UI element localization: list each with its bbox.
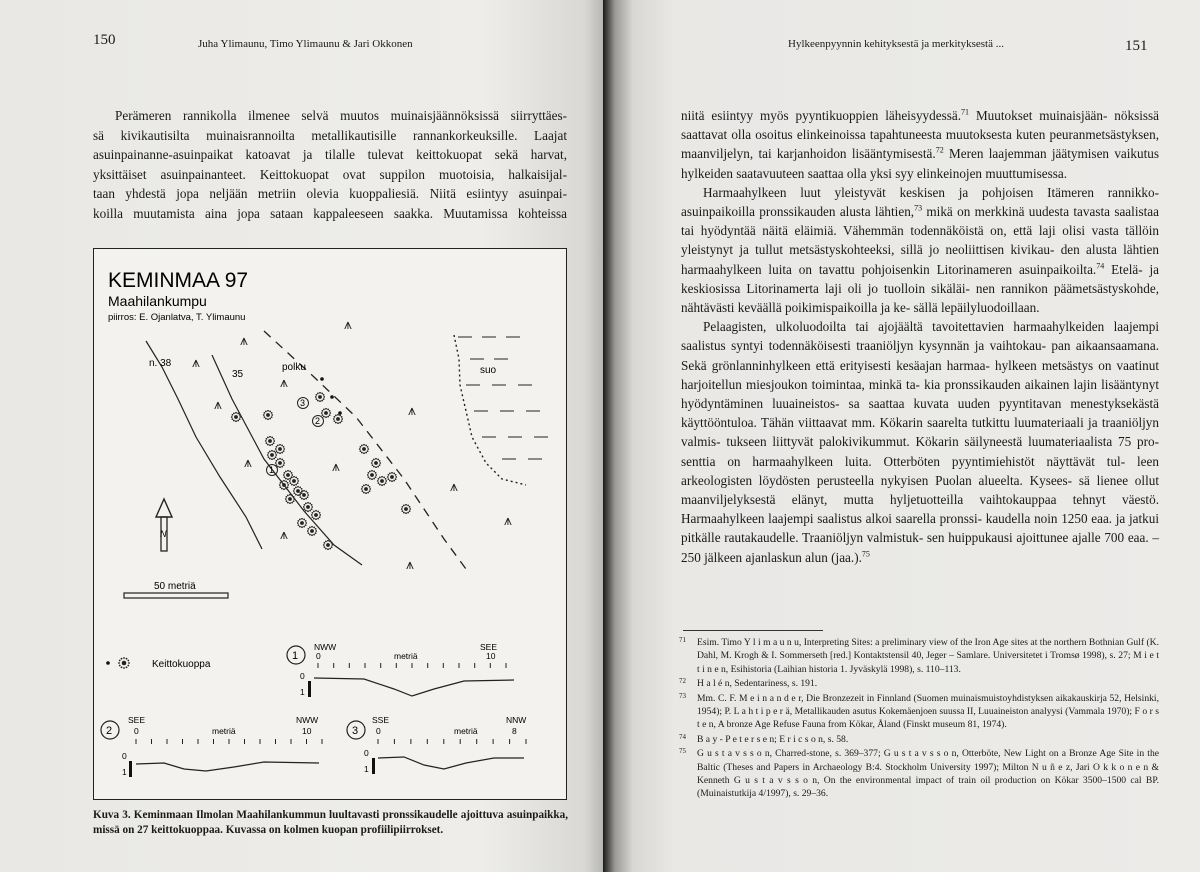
- tree-icon: ⩚: [280, 375, 288, 391]
- profile-3-id: 3: [352, 725, 359, 737]
- footnote-number: 71: [679, 636, 686, 644]
- text-line: Perämeren rannikolla ilmenee selvä muutos muinaisjäännöksissä siirryttäes-: [115, 108, 567, 123]
- para-1-text-c: Meren laajemman jäätymisen vaikutus hylkeiden saatavuuteen saattaa olla yksi syy elinkeinojen muuttumisessa.: [681, 146, 1160, 181]
- footnote-text: Esim. Timo Y l i m a u n u, Interpreting Sites: a preliminary view of the Iron Age sites at the northern Bothnian Gulf (K. Dahl, M. Krogh & I. Sommerseth [red.] Kontaktstensil 40, Jeger – Samlare. Universitetet i Tromsø 1998), s. 27; M i e t t i n e n, Esihistoria (Laihian historia 1. Jyväskylä 1998), s. 110–113.: [697, 637, 1159, 675]
- tree-symbols: [192, 317, 512, 573]
- text-line: taan yhdestä jopa neljään metriin olevia kuoppaliesiä. Niitä esiintyy asuinpai-: [93, 186, 567, 202]
- profile-1-id: 1: [292, 650, 299, 662]
- profile-1-start: 0: [316, 651, 321, 661]
- cooking-pit-icon: [297, 518, 307, 528]
- scale-bar: [124, 593, 228, 598]
- cooking-pit-icon: [279, 480, 289, 490]
- text-line: asuinpainanne-asuinpaikat katoavat ja tilalle tulevat keittokuopat sekä harvat,: [93, 147, 567, 163]
- tree-icon: ⩚: [332, 459, 340, 475]
- legend-pit-icon: [118, 657, 130, 669]
- site-map-figure: [93, 248, 567, 800]
- footnote-text: B a y - P e t e r s e n; E r i c s o n, s. 58.: [697, 733, 849, 745]
- tree-icon: ⩚: [244, 455, 252, 471]
- tree-icon: ⩚: [280, 527, 288, 543]
- paragraph-1: [681, 106, 1159, 183]
- cooking-pit-icon: [315, 392, 325, 402]
- para-2-text-a: Harmaahylkeen luut yleistyvät keskisen ja pohjoisen Itämeren rannikko- asuinpaikoilla pronssikauden alusta lähtien,: [681, 184, 1159, 220]
- cooking-pit-icon: [387, 472, 397, 482]
- site-map-drawing: [94, 249, 566, 799]
- text-line: sä kivikautisilta muinaisrannoilta metallikautisille rannankorkeuksille. Laajat: [93, 127, 567, 143]
- footnote-number: 75: [679, 747, 686, 756]
- cooking-pit-icon: [359, 444, 369, 454]
- north-label: N: [160, 529, 167, 539]
- figure-subtitle: Maahilankumpu: [108, 293, 207, 309]
- cooking-pit-icon: [361, 484, 371, 494]
- para-2-text-b: mikä on merkkinä uudesta tavasta saalistaa tai hyödyntää näitä eläimiä. Vähemmän todennäköistä on, että laji olisi vasta tällöin yleistynyt ja tullut metsästyskohteeksi, sillä jo neoliittisen kivikau- den alusta lähtien harmaahylkeen luita on tavattu pohjoisenkin Litorinameren asuinpaikoilta.: [681, 204, 1159, 277]
- tree-icon: ⩚: [504, 513, 512, 529]
- footnote-text: G u s t a v s s o n, Charred-stone, s. 369–377; G u s t a v s s o n, Otterböte, New Light on a Bronze Age Site in the Baltic (Theses and Papers in Archaeology B:4. Stockholm University 1997); Milton N u ñ e z, Jari O k k o n e n & Kenneth G u s t a v s s o n, On the environmental impact of train oil production on Kökar 3500–1500 cal BP. (Muinaistutkija 4/1997), s. 29–36.: [697, 748, 1159, 800]
- tree-icon: ⩚: [240, 333, 248, 349]
- profile-3-end: 8: [512, 726, 517, 736]
- paragraph-3: [681, 317, 1159, 567]
- profile-3-depth1: 1: [364, 764, 369, 774]
- profile-2-unit: metriä: [212, 726, 236, 736]
- profile-3-start: 0: [376, 726, 381, 736]
- pit-markers: [267, 398, 324, 476]
- cooking-pit-icon: [401, 504, 411, 514]
- figure-title: KEMINMAA 97: [108, 269, 249, 292]
- contour-label-35: 35: [232, 369, 244, 380]
- tree-icon: ⩚: [214, 397, 222, 413]
- bog-label: suo: [480, 365, 497, 376]
- terrace-line-38: [146, 341, 262, 549]
- footnote-ref-75[interactable]: 75: [861, 549, 870, 559]
- pit-marker-1: 1: [269, 465, 275, 475]
- left-body-text: [93, 106, 567, 224]
- footnote-75: [679, 747, 1159, 801]
- pit-marker-3: 3: [300, 398, 306, 408]
- right-body-text: [681, 106, 1159, 567]
- footnote-ref-73[interactable]: 73: [914, 203, 923, 213]
- tree-icon: ⩚: [192, 355, 200, 371]
- cooking-pit-icon: [321, 408, 331, 418]
- profile-1-unit: metriä: [394, 651, 418, 661]
- cooking-pit-icon: [333, 414, 343, 424]
- bog-edge-line: [454, 335, 526, 485]
- para-3-text-a: Pelaagisten, ulkoluodoilta tai ajojäältä tavoitettavien harmaahylkeiden laajempi saalistus syntyi todennäköisesti traaniöljyn kysynnän ja vaihtokau- pan aikaansaamana. Sekä grönlanninhylkeen että erityisesti kesäajan harmaa- hylkeen metsästys on vaatinut harjoitellun miesjoukon toimintaa, minkä ta- kia pronssikauden aikainen lajin lisääntynyt hyödyntäminen luuaineistos- sa saattaa kuvata uuden pyyntitavan menestyksekästä käyttööntuloa. Tähän viittaavat mm. Kökarin saarelta tutkittu luumateriaali ja traaniöljyn valmis- tukseen liittyvät palokivikummut. Kökarin säilyneestä luumateriaalista 75 pro- senttia on harmaahylkeen luita. Otterböten pyyntimiehistöt näyttävät tul- leen arkeologisten löydösten perusteella nykyisen Puolan alueelta. Kysees- sä lienee ollut maanviljelyksestä elänyt, mutta hyljetuotteilla vaihtokauppaa tehnyt väestö. Harmaahylkeen laajempi saalistus alkoi saarella pronssi- kaudella noin 1250 eaa. ja jatkui pitkälle rautakaudelle. Traaniöljyn valmistuk- sen huippukausi ajoittunee ajalle 700 eaa. – 250 jälkeen ajanlaskun alun (jaa.).: [681, 319, 1159, 565]
- footnote-72: [679, 677, 1159, 690]
- profile-3-from: SSE: [372, 715, 390, 725]
- profile-2-depth1: 1: [122, 767, 127, 777]
- tree-icon: ⩚: [406, 557, 414, 573]
- path-label: polku: [282, 362, 306, 373]
- text-line: koilla muutamista aina jopa sataan kappaleeseen saakka. Muutamissa kohteissa: [93, 205, 567, 221]
- cooking-pit-icon: [367, 470, 377, 480]
- footnote-number: 72: [679, 677, 686, 686]
- footnote-ref-71[interactable]: 71: [961, 107, 970, 117]
- profile-2-from: SEE: [128, 715, 146, 725]
- profile-1-depth1: 1: [300, 687, 305, 697]
- profile-1: [287, 642, 514, 697]
- footnote-text: Mm. C. F. M e i n a n d e r, Die Bronzezeit in Finnland (Suomen muinaismuistoyhdistyksen aikakauskirja 52, Helsinki, 1954); P. L a h t i p e r ä, Metallikauden asutus Kokemäenjoen suussa II, Luuaineiston analyysi (Vammala 1970); F o r s t e n, A bronze Age Refuse Fauna from Kökar, Åland (Finskt museum 81, 1974).: [697, 692, 1159, 731]
- cooking-pit-icon: [263, 410, 273, 420]
- profile-1-from: NWW: [314, 642, 337, 652]
- profile-2-id: 2: [106, 725, 113, 737]
- cooking-pit-icon: [311, 510, 321, 520]
- profile-3-depth0: 0: [364, 748, 369, 758]
- scale-label: 50 metriä: [154, 581, 196, 592]
- footnote-number: 74: [679, 732, 686, 741]
- running-head-right: Hylkeenpyynnin kehityksestä ja merkityksestä ...: [788, 38, 1004, 50]
- profile-2: [101, 715, 322, 777]
- page-number-right: 151: [1125, 38, 1148, 54]
- figure-credit: piirros: E. Ojanlatva, T. Ylimaunu: [108, 312, 246, 323]
- profile-2-depth0: 0: [122, 751, 127, 761]
- footnote-74: [679, 732, 1159, 746]
- tree-icon: ⩚: [344, 317, 352, 333]
- figure-caption: Kuva 3. Keminmaan Ilmolan Maahilankummun luultavasti pronssikaudelle ajoittuva asuinpaikka, missä on 27 keittokuoppaa. Kuvassa on kolmen kuopan profiilipiirrokset.: [93, 809, 568, 836]
- profile-2-start: 0: [134, 726, 139, 736]
- footnote-rule: [683, 630, 823, 631]
- profile-3-to: NNW: [506, 715, 527, 725]
- footnote-number: 73: [679, 691, 686, 700]
- cooking-pit-icon: [289, 476, 299, 486]
- pit-marker-2: 2: [315, 416, 321, 426]
- running-head-left: Juha Ylimaunu, Timo Ylimaunu & Jari Okkonen: [198, 38, 413, 50]
- cooking-pit-icon: [118, 657, 130, 669]
- profile-3-unit: metriä: [454, 726, 478, 736]
- tree-icon: ⩚: [450, 479, 458, 495]
- profile-1-to: SEE: [480, 642, 498, 652]
- footnote-ref-72[interactable]: 72: [935, 146, 944, 156]
- para-1-text-b: Muutokset muinaisjään- nöksissä saattavat olla osoitus elinkeinoissa tapahtuneesta muutoksesta kuten peuranmetsästyksen, maanviljelyn, tai karjanhoidon lisääntymisestä.: [681, 108, 1159, 162]
- north-arrow-icon: [156, 499, 172, 551]
- cooking-pit-icon: [299, 490, 309, 500]
- profile-2-to: NWW: [296, 715, 319, 725]
- cooking-pit-icon: [265, 436, 275, 446]
- footnote-text: H a l é n, Sedentariness, s. 191.: [697, 678, 818, 690]
- para-1-text-a: niitä esiintyy myös pyyntikuoppien läheisyydessä.: [681, 108, 962, 123]
- cooking-pit-icon: [371, 458, 381, 468]
- contour-label-38: n. 38: [149, 358, 172, 369]
- footnote-73: [679, 691, 1159, 732]
- para-2-text-c: Etelä- ja keskiosissa Litorinamerta laji oli jo tuolloin sikäläi- nen rannikon päämetsästyskohde, nähtävästi keväällä poikimispaikoilla ja ke- sällä lepäilyluodoillaan.: [681, 261, 1160, 316]
- footnote-71: [679, 636, 1159, 676]
- page-number-left: 150: [93, 32, 116, 48]
- paragraph-2: [681, 183, 1159, 317]
- cooking-pit-icon: [285, 494, 295, 504]
- profile-3: [347, 715, 526, 774]
- right-page: [603, 0, 1200, 872]
- profile-2-end: 10: [302, 726, 312, 736]
- cooking-pit-icon: [377, 476, 387, 486]
- footnotes: [679, 636, 1159, 802]
- profile-1-depth0: 0: [300, 671, 305, 681]
- text-line: yksittäiset asuinpainanteet. Keittokuopat ovat suppilon muotoisia, halkaisijal-: [93, 166, 567, 182]
- tree-icon: ⩚: [408, 403, 416, 419]
- footnote-ref-74[interactable]: 74: [1096, 261, 1105, 271]
- legend-label: Keittokuoppa: [152, 659, 211, 670]
- bog-hatching: [458, 337, 548, 459]
- cooking-pit-icon: [303, 502, 313, 512]
- cooking-pit-icon: [283, 470, 293, 480]
- profile-1-end: 10: [486, 651, 496, 661]
- cooking-pit-icon: [307, 526, 317, 536]
- cooking-pits: [231, 392, 411, 550]
